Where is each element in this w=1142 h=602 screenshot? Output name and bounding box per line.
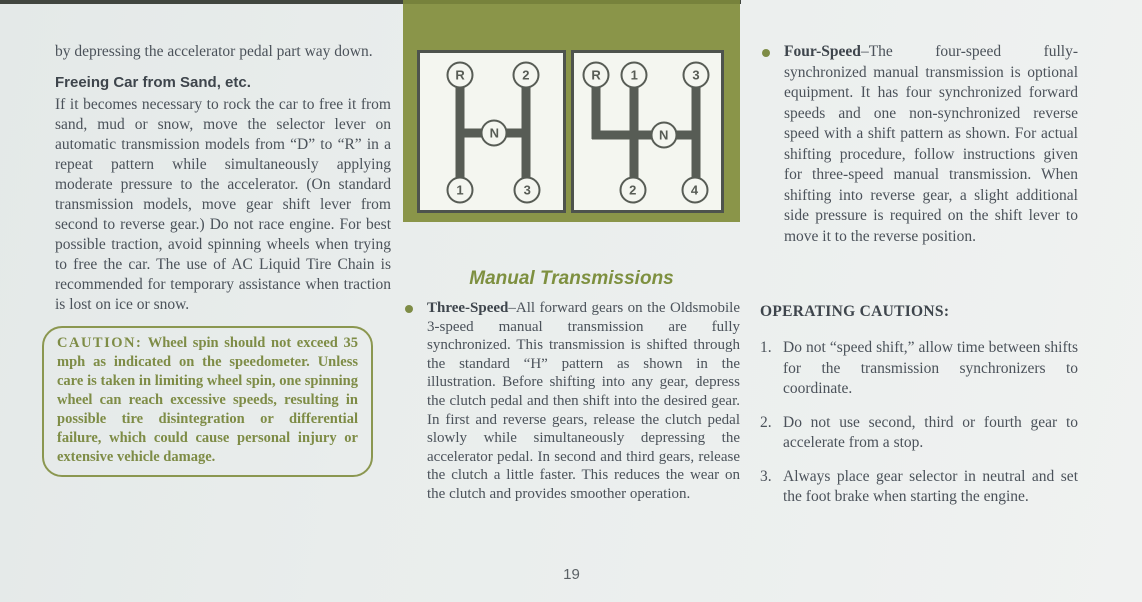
right-column bbox=[760, 42, 1078, 521]
three-speed-text: –All forward gears on the Oldsmobile 3-speed manual transmission are fully synchronized. This transmission is shifted through the standard “H” pattern as shown in the illustration. Before shifting into any gear, depress the clutch pedal and then shift into the desired gear. In first and reverse gears, release the clutch pedal slowly while simultaneously depressing the accelerator pedal. In second and third gears, release the clutch a little faster. This reduces the wear on the clutch and provides smoother operation. bbox=[427, 300, 740, 502]
bullet-icon bbox=[762, 49, 770, 57]
gear-position-2: 2 bbox=[619, 176, 646, 203]
caution-text: Wheel spin should not exceed 35 mph as indicated on the speedometer. Unless care is taken in limiting wheel spin, one spinning wheel can reach excessive speeds, resulting in possible tire disintegration or differential failure, which could cause personal injury or extensive vehicle damage. bbox=[57, 335, 358, 465]
intro-paragraph: by depressing the accelerator pedal part way down. bbox=[55, 43, 373, 60]
operating-cautions-heading: OPERATING CAUTIONS: bbox=[760, 303, 950, 320]
gear-position-reverse: R bbox=[447, 61, 474, 88]
left-column bbox=[55, 42, 391, 477]
three-speed-paragraph bbox=[403, 299, 740, 504]
page-number: 19 bbox=[563, 566, 580, 583]
item-text: Do not use second, third or fourth gear to accelerate from a stop. bbox=[783, 413, 1078, 451]
caution-term: CAUTION: bbox=[57, 335, 143, 351]
shift-pattern-panel bbox=[403, 0, 740, 222]
gear-position-3: 3 bbox=[514, 176, 541, 203]
manual-transmissions-heading: Manual Transmissions bbox=[469, 268, 674, 289]
caution-box bbox=[42, 326, 373, 477]
caution-item-2 bbox=[760, 413, 1078, 454]
gear-position-reverse: R bbox=[583, 61, 610, 88]
caution-item-3 bbox=[760, 467, 1078, 508]
freeing-car-paragraph: If it becomes necessary to rock the car to free it from sand, mud or snow, move the selector lever on automatic transmission models from “D” to “R” in a repeat pattern while simultaneously applying moderate pressure to the accelerator. (On standard transmission models, move gear shift lever from second to reverse gear.) Do not race engine. For best possible traction, avoid spinning wheels when trying to free the car. The use of AC Liquid Tire Chain is recommended for temporary assistance when traction is lost on ice or snow. bbox=[55, 96, 391, 313]
caution-item-1 bbox=[760, 338, 1078, 400]
gear-position-neutral: N bbox=[650, 121, 677, 148]
middle-column bbox=[403, 0, 740, 504]
freeing-car-heading: Freeing Car from Sand, etc. bbox=[55, 74, 251, 91]
gear-position-3: 3 bbox=[683, 61, 710, 88]
three-speed-diagram bbox=[417, 50, 566, 213]
item-number: 2. bbox=[760, 413, 772, 431]
four-speed-text: –The four-speed fully-synchronized manual transmission is optional equipment. It has four synchronized forward speeds and one non-synchronized reverse speed with a shift pattern as shown. For actual shifting procedure, follow instructions given for three-speed manual transmission. When shifting into reverse gear, a slight additional side pressure is required on the shift lever to move it to the reverse position. bbox=[784, 43, 1078, 245]
three-speed-term: Three-Speed bbox=[427, 300, 509, 316]
four-speed-diagram bbox=[571, 50, 724, 213]
item-text: Always place gear selector in neutral and set the foot brake when starting the engine. bbox=[783, 467, 1078, 505]
item-number: 1. bbox=[760, 339, 772, 356]
gear-position-1: 1 bbox=[621, 61, 648, 88]
bullet-icon bbox=[405, 305, 413, 313]
gear-position-2: 2 bbox=[512, 61, 539, 88]
gear-position-neutral: N bbox=[481, 120, 508, 147]
item-text: Do not “speed shift,” allow time between shifts for the transmission synchronizers to coordinate. bbox=[783, 339, 1078, 397]
gear-position-1: 1 bbox=[447, 176, 474, 203]
shift-bar-cross bbox=[592, 130, 696, 139]
gear-position-4: 4 bbox=[681, 176, 708, 203]
four-speed-term: Four-Speed bbox=[784, 43, 861, 60]
item-number: 3. bbox=[760, 467, 772, 485]
four-speed-paragraph bbox=[760, 42, 1078, 247]
